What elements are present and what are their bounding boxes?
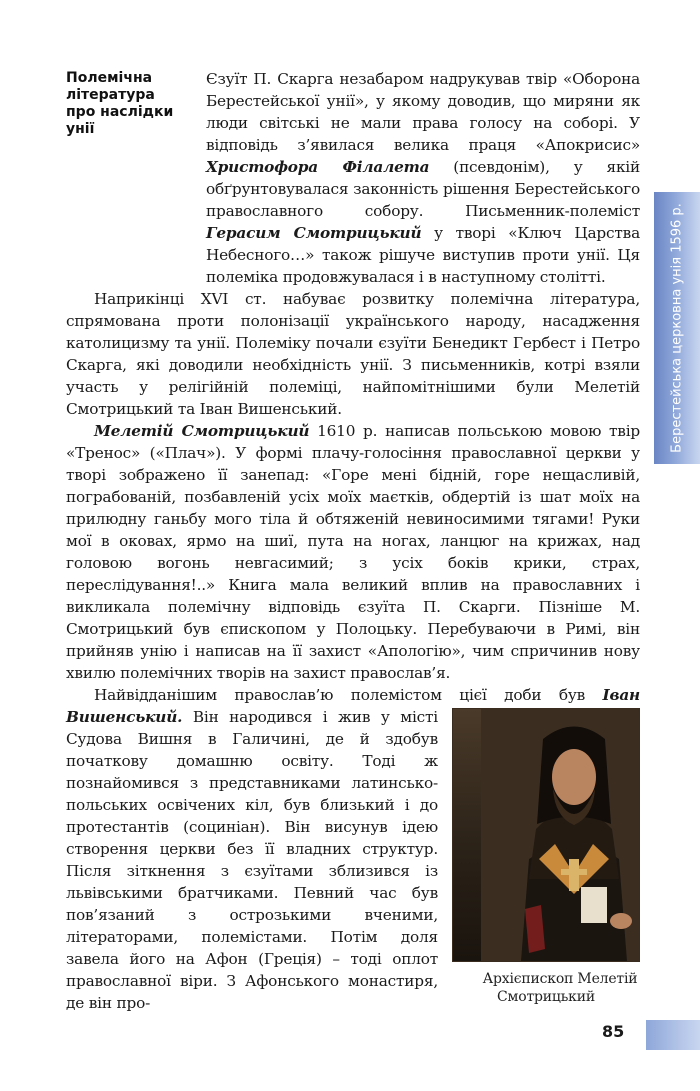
- margin-heading: Полемічна література про наслідки унії: [66, 70, 174, 137]
- page-number-tab: [646, 1020, 700, 1050]
- chapter-side-tab: [654, 192, 700, 464]
- p1-text-a: Єзуїт П. Скарга незабаром надрукував твір «Оборона Берестейської унії», у якому доводив, що миряни як люди світські не мали права голосу на соборі. У відповідь з’явилася велика праця «Апокрисис»: [206, 70, 640, 154]
- caption-line-1: Архієпископ Мелетій: [482, 971, 638, 987]
- p4-name-vyshenskyi: Іван Вишенський.: [66, 686, 640, 726]
- caption-line-2: Смотрицький: [497, 989, 595, 1005]
- portrait-caption: [452, 970, 640, 1006]
- portrait-figure: [452, 708, 640, 1006]
- p1-name-smotrytsky-herasym: Герасим Смотрицький: [206, 224, 422, 242]
- paragraph-3: [66, 420, 640, 684]
- paragraph-2: Наприкінці XVI ст. набуває розвитку полемічна література, спрямована проти полонізації українського народу, насадження католицизму та унії. Полеміку почали єзуїти Бенедикт Гербест і Петро Скарга, які доводили необхідність унії. З письменників, котрі взяли участь у релігійній полеміці, найпомітнішими були Мелетій Смотрицький та Іван Вишенський.: [66, 290, 640, 418]
- p3-text-b: 1610 р. написав польською мовою твір «Тренос» («Плач»). У формі плачу-голосіння православної церкви у творі зображено її занепад: «Горе мені бідній, горе нещасливій, пограбованій, позбавленій усіх моїх маєтків, обдертій із шат моїх на прилюдну ганьбу мого тіла й обтяженій невиносимими тягами! Руки мої в оковах, ярмо на шиї, пута на ногах, ланцюг на крижах, над головою вогонь невгасимий; з усіх боків крики, страх, переслідування!..» Книга мала великий вплив на православних і викликала полемічну відповідь єзуїта П. Скарги. Пізніше М. Смотрицький був єпископом у Полоцьку. Перебуваючи в Римі, він прийняв унію і написав на її захист «Апологію», чим спричинив нову хвилю полемічних творів на захист православ’я.: [66, 422, 640, 682]
- portrait-image: [452, 708, 640, 962]
- chapter-side-tab-label: Берестейська церковна унія 1596 р.: [669, 203, 685, 453]
- p1-text-e: у творі «Ключ Царства Небесного…» також рішуче виступив проти унії. Ця полеміка продовжувалася і в наступному столітті.: [206, 224, 640, 286]
- p3-name-meletii: Мелетій Смотрицький: [94, 422, 310, 440]
- p4-text-a: Найвідданішим православ’ю полемістом цієї доби був: [94, 686, 603, 704]
- body-text: [66, 68, 640, 1014]
- paragraph-1: [66, 68, 640, 288]
- portrait-illustration: [481, 709, 640, 961]
- p4-text-c: Він народився і жив у місті Судова Вишня в Галичині, де й здобув початкову домашню освіту. Тоді ж познайомився з представниками латинсько-польських освічених кіл, був близький і до протестантів (социніан). Він висунув ідею створення церкви без її владних структур. Після зіткнення з єзуїтами зблизився із львівськими братчиками. Певний час був пов’язаний з острозькими вченими, літераторами, полемістами. Потім доля завела його на Афон (Греція) – тоді оплот православної віри. З Афонського монастиря, де він про-: [66, 708, 438, 1012]
- p1-text-c: (псевдонім), у якій обґрунтовувалася законність рішення Берестейського православного собору. Письменник-полеміст: [206, 158, 640, 220]
- p1-name-filalet: Христофора Філалета: [206, 158, 430, 176]
- page-number: 85: [602, 1022, 625, 1041]
- paragraph-4: [66, 684, 640, 1014]
